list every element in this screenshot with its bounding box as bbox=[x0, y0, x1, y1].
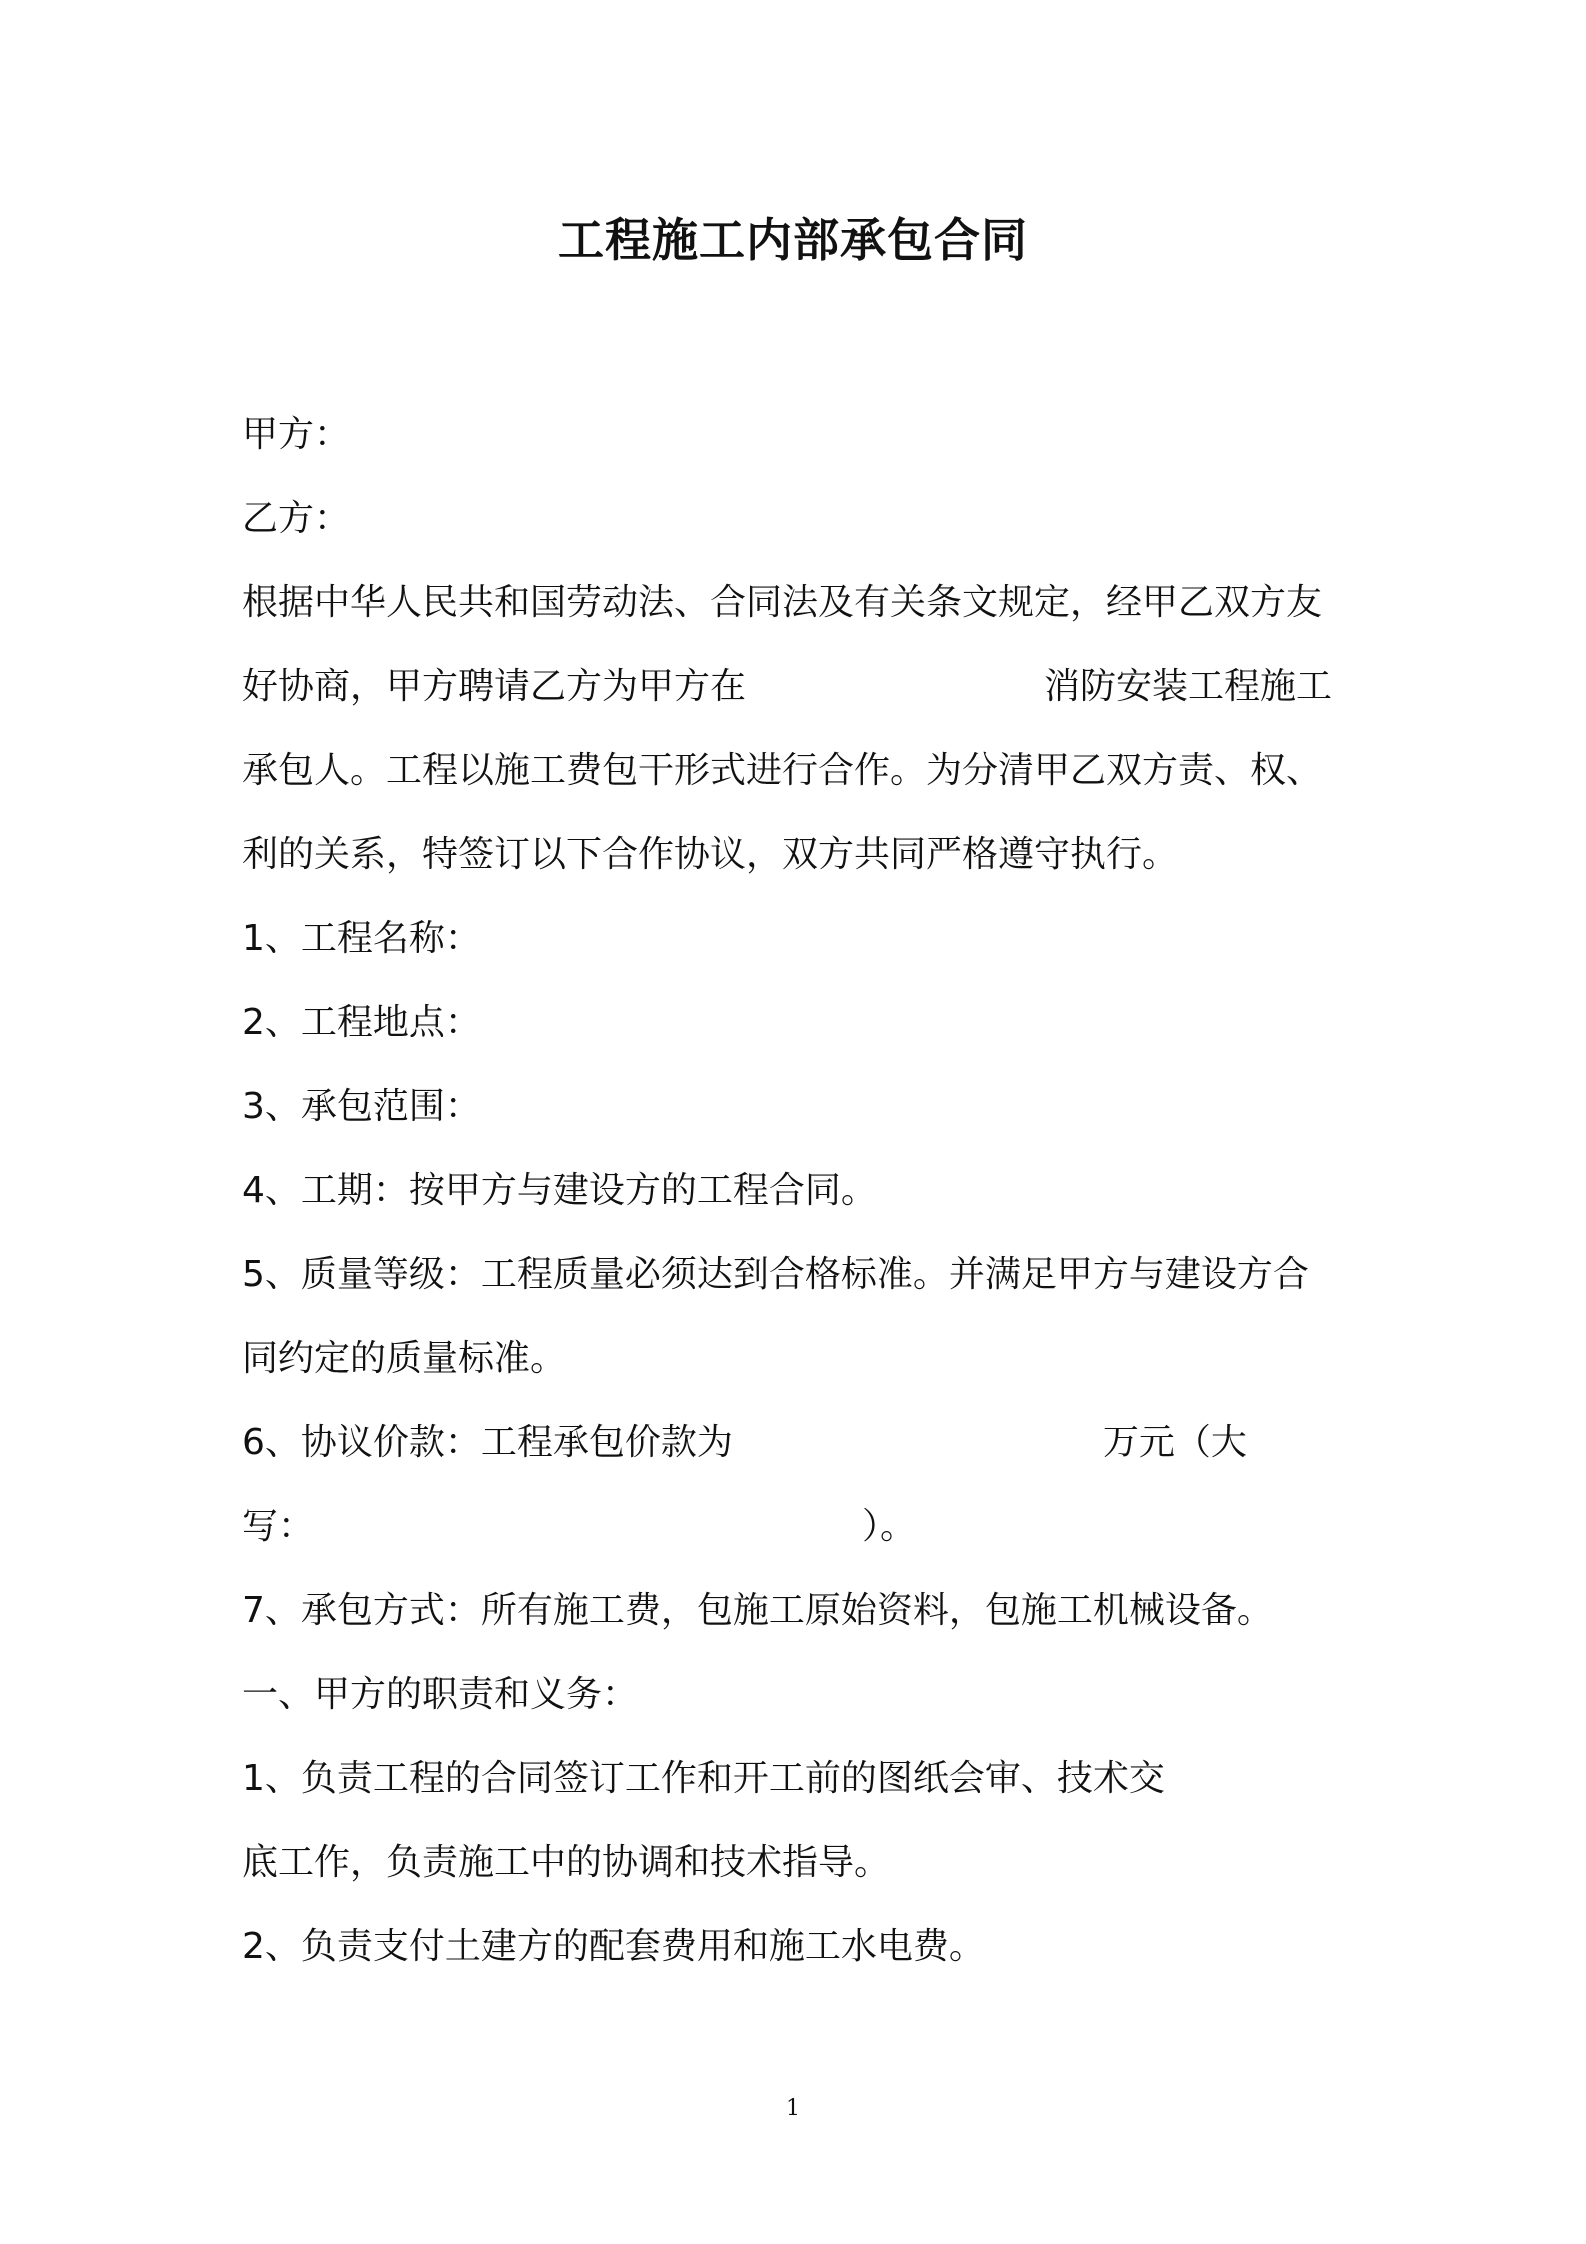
clause-1-text: 1、工程名称： bbox=[242, 918, 481, 959]
section-a-item-1-line-2 bbox=[242, 1838, 1352, 1922]
clause-6-text-1-before: 6、协议价款：工程承包价款为 bbox=[242, 1422, 733, 1463]
intro-text-4: 利的关系，特签订以下合作协议，双方共同严格遵守执行。 bbox=[242, 834, 1179, 875]
section-a-item-1-text-1: 1、负责工程的合同签订工作和开工前的图纸会审、技术交 bbox=[242, 1758, 1165, 1799]
party-b-label: 乙方： bbox=[242, 498, 351, 539]
section-a-heading: 一、甲方的职责和义务： bbox=[242, 1674, 639, 1715]
intro-line-4 bbox=[242, 830, 1352, 914]
party-a-line bbox=[242, 410, 1352, 494]
clause-6-text-1-after: 万元（大 bbox=[1102, 1422, 1247, 1463]
document-body bbox=[242, 410, 1352, 2006]
section-a-item-1-line-1 bbox=[242, 1754, 1352, 1838]
clause-7 bbox=[242, 1586, 1352, 1670]
clause-6-line-1 bbox=[242, 1418, 1352, 1502]
clause-7-text: 7、承包方式：所有施工费，包施工原始资料，包施工机械设备。 bbox=[242, 1590, 1273, 1631]
party-a-label: 甲方： bbox=[242, 414, 351, 455]
section-a-item-2 bbox=[242, 1922, 1352, 2006]
clause-3-text: 3、承包范围： bbox=[242, 1086, 481, 1127]
clause-6-line-2 bbox=[242, 1502, 1352, 1586]
document-title: 工程施工内部承包合同 bbox=[558, 213, 1028, 267]
intro-text-2-before: 好协商，甲方聘请乙方为甲方在 bbox=[242, 666, 747, 707]
intro-line-3 bbox=[242, 746, 1352, 830]
section-a-item-1-text-2: 底工作，负责施工中的协调和技术指导。 bbox=[242, 1842, 891, 1883]
page-number: 1 bbox=[786, 2096, 800, 2121]
clause-3 bbox=[242, 1082, 1352, 1166]
section-a-heading-line bbox=[242, 1670, 1352, 1754]
section-a-item-2-text: 2、负责支付土建方的配套费用和施工水电费。 bbox=[242, 1926, 985, 1967]
clause-5-line-1 bbox=[242, 1250, 1352, 1334]
intro-line-2 bbox=[242, 662, 1352, 746]
clause-4-text: 4、工期：按甲方与建设方的工程合同。 bbox=[242, 1170, 877, 1211]
clause-2 bbox=[242, 998, 1352, 1082]
intro-line-1 bbox=[242, 578, 1352, 662]
clause-6-text-2-before: 写： bbox=[242, 1506, 315, 1547]
party-b-line bbox=[242, 494, 1352, 578]
clause-4 bbox=[242, 1166, 1352, 1250]
intro-text-3: 承包人。工程以施工费包干形式进行合作。为分清甲乙双方责、权、 bbox=[242, 750, 1323, 791]
clause-1 bbox=[242, 914, 1352, 998]
clause-5-text-1: 5、质量等级：工程质量必须达到合格标准。并满足甲方与建设方合 bbox=[242, 1254, 1309, 1295]
intro-text-2-after: 消防安装工程施工 bbox=[1044, 666, 1333, 707]
clause-2-text: 2、工程地点： bbox=[242, 1002, 481, 1043]
clause-5-line-2 bbox=[242, 1334, 1352, 1418]
intro-text-1: 根据中华人民共和国劳动法、合同法及有关条文规定，经甲乙双方友 bbox=[242, 582, 1323, 623]
clause-5-text-2: 同约定的质量标准。 bbox=[242, 1338, 567, 1379]
clause-6-text-2-after: ）。 bbox=[862, 1506, 917, 1547]
